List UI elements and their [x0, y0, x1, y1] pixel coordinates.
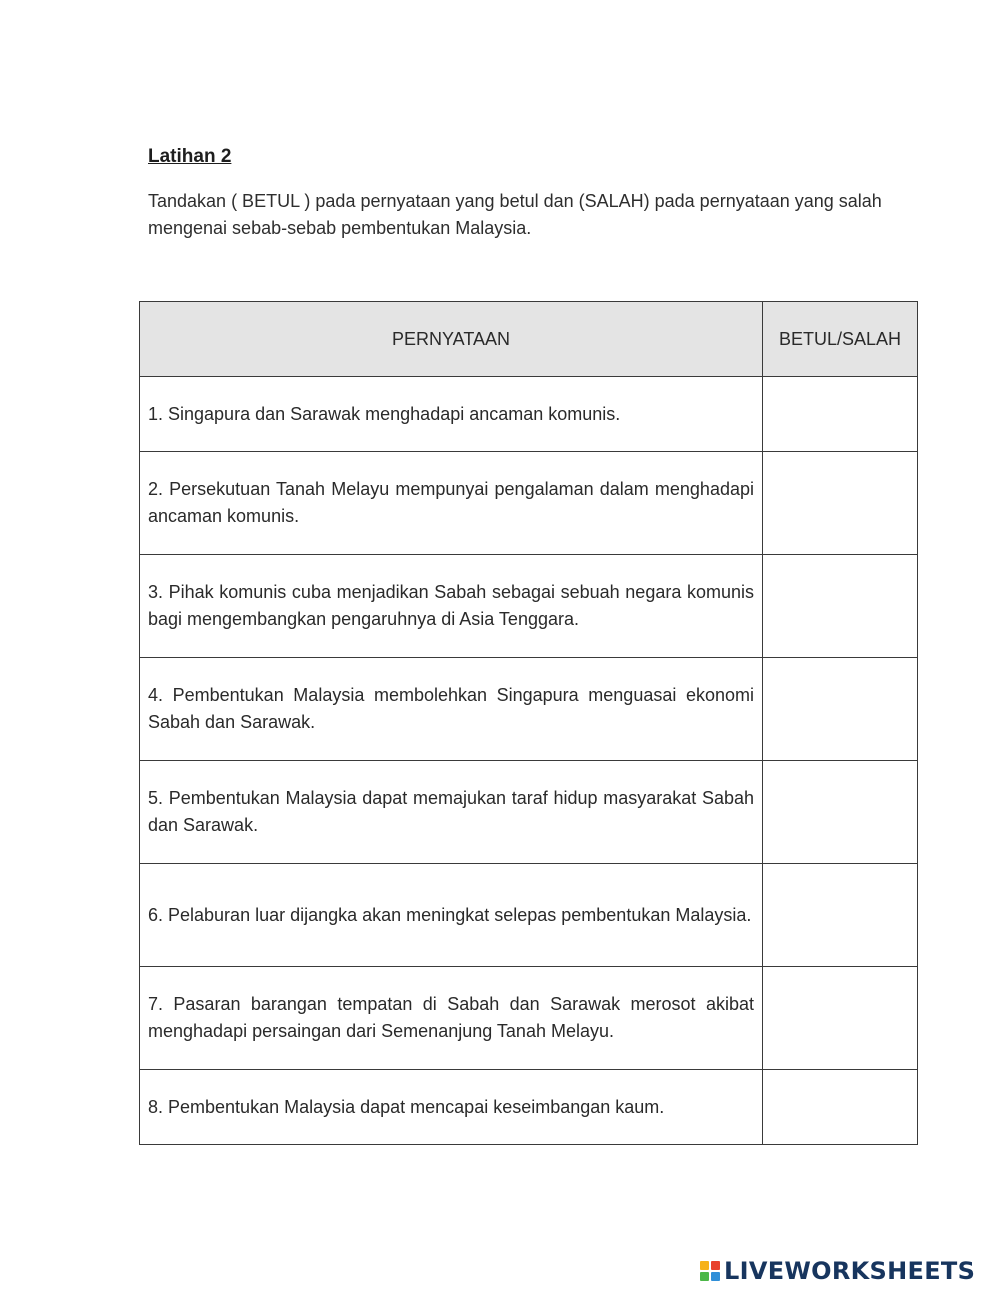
statement-column-header: PERNYATAAN [140, 302, 763, 377]
table-row [140, 967, 918, 1070]
table-row [140, 761, 918, 864]
answer-cell[interactable] [763, 1070, 918, 1145]
table-header-row [140, 302, 918, 377]
worksheet-heading: Latihan 2 [148, 146, 232, 167]
statement-cell: 5. Pembentukan Malaysia dapat memajukan taraf hidup masyarakat Sabah dan Sarawak. [140, 761, 763, 864]
liveworksheets-logo-icon [700, 1261, 720, 1281]
answer-cell[interactable] [763, 658, 918, 761]
statement-cell: 6. Pelaburan luar dijangka akan meningkat selepas pembentukan Malaysia. [140, 864, 763, 967]
answer-cell[interactable] [763, 377, 918, 452]
table-row [140, 452, 918, 555]
logo-square-green [700, 1272, 709, 1281]
answer-cell[interactable] [763, 555, 918, 658]
table-row [140, 658, 918, 761]
answer-cell[interactable] [763, 761, 918, 864]
answer-cell[interactable] [763, 864, 918, 967]
statement-cell: 4. Pembentukan Malaysia membolehkan Singapura menguasai ekonomi Sabah dan Sarawak. [140, 658, 763, 761]
liveworksheets-logo-text: LIVEWORKSHEETS [724, 1257, 976, 1285]
liveworksheets-watermark [700, 1257, 975, 1285]
logo-square-red [711, 1261, 720, 1270]
statement-cell: 7. Pasaran barangan tempatan di Sabah dan Sarawak merosot akibat menghadapi persaingan dari Semenanjung Tanah Melayu. [140, 967, 763, 1070]
table-row [140, 377, 918, 452]
statement-cell: 8. Pembentukan Malaysia dapat mencapai keseimbangan kaum. [140, 1070, 763, 1145]
table-row [140, 1070, 918, 1145]
statement-cell: 1. Singapura dan Sarawak menghadapi ancaman komunis. [140, 377, 763, 452]
statements-table [139, 301, 918, 1145]
answer-cell[interactable] [763, 452, 918, 555]
statement-cell: 3. Pihak komunis cuba menjadikan Sabah sebagai sebuah negara komunis bagi mengembangkan pengaruhnya di Asia Tenggara. [140, 555, 763, 658]
answer-cell[interactable] [763, 967, 918, 1070]
logo-square-yellow [700, 1261, 709, 1270]
statement-cell: 2. Persekutuan Tanah Melayu mempunyai pengalaman dalam menghadapi ancaman komunis. [140, 452, 763, 555]
table-row [140, 864, 918, 967]
logo-square-blue [711, 1272, 720, 1281]
instructions-text: Tandakan ( BETUL ) pada pernyataan yang betul dan (SALAH) pada pernyataan yang salah mengenai sebab-sebab pembentukan Malaysia. [148, 191, 882, 238]
answer-column-header: BETUL/SALAH [763, 302, 918, 377]
table-row [140, 555, 918, 658]
